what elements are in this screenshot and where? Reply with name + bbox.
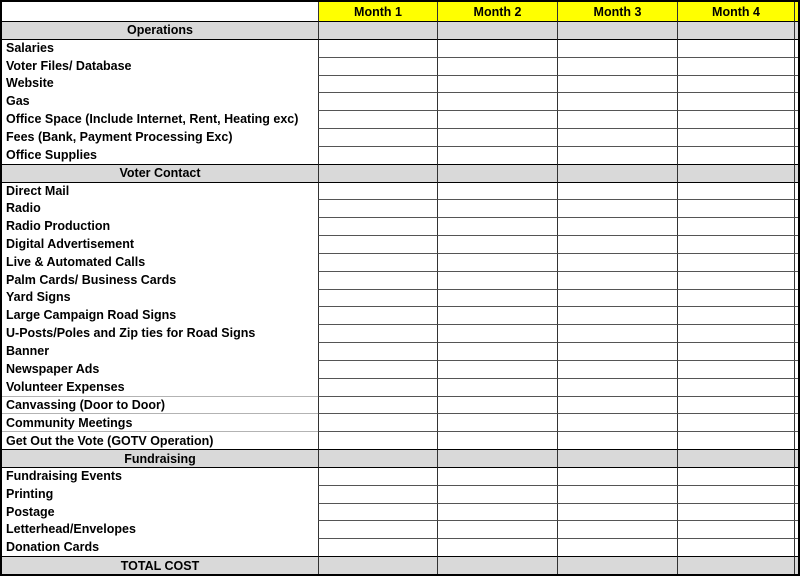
- data-cell[interactable]: [557, 431, 677, 449]
- overflow-column-sliver: [794, 342, 798, 360]
- overflow-column-sliver: [794, 271, 798, 289]
- data-cell[interactable]: [677, 431, 794, 449]
- section-header-cell[interactable]: Fundraising: [2, 449, 318, 467]
- overflow-column-sliver: [794, 431, 798, 449]
- overflow-column-sliver: [794, 39, 798, 57]
- data-cell[interactable]: [318, 235, 437, 253]
- data-cell[interactable]: [677, 485, 794, 503]
- data-cell[interactable]: [677, 128, 794, 146]
- data-cell[interactable]: [557, 57, 677, 75]
- row-label-cell[interactable]: Canvassing (Door to Door): [2, 396, 318, 414]
- data-cell[interactable]: [677, 199, 794, 217]
- data-cell[interactable]: [677, 556, 794, 574]
- data-cell[interactable]: [318, 110, 437, 128]
- month-header-cell[interactable]: Month 1: [318, 2, 437, 21]
- data-cell[interactable]: [318, 253, 437, 271]
- data-cell[interactable]: [557, 324, 677, 342]
- row-label-cell[interactable]: Get Out the Vote (GOTV Operation): [2, 431, 318, 449]
- row-label-cell[interactable]: Volunteer Expenses: [6, 379, 125, 394]
- data-cell[interactable]: [677, 306, 794, 324]
- overflow-column-sliver: [794, 164, 798, 182]
- data-cell[interactable]: [677, 413, 794, 431]
- overflow-column-sliver: [794, 92, 798, 110]
- overflow-column-sliver: [794, 199, 798, 217]
- data-cell[interactable]: [557, 396, 677, 414]
- data-cell[interactable]: [677, 253, 794, 271]
- data-cell[interactable]: [318, 57, 437, 75]
- overflow-column-sliver: [794, 378, 798, 396]
- data-cell[interactable]: [318, 520, 437, 538]
- month-header-cell[interactable]: Month 3: [557, 2, 677, 21]
- data-cell[interactable]: [557, 342, 677, 360]
- data-cell[interactable]: [437, 360, 557, 378]
- data-cell[interactable]: [677, 146, 794, 164]
- total-label-cell[interactable]: TOTAL COST: [2, 556, 318, 574]
- overflow-column-sliver: [794, 21, 798, 39]
- data-cell[interactable]: [557, 271, 677, 289]
- data-cell[interactable]: [437, 235, 557, 253]
- data-cell[interactable]: [318, 182, 437, 200]
- data-cell[interactable]: [677, 21, 794, 39]
- data-cell[interactable]: [557, 164, 677, 182]
- data-cell[interactable]: [437, 146, 557, 164]
- row-label-cell[interactable]: Voter Files/ Database: [6, 58, 132, 73]
- overflow-column-sliver: [794, 467, 798, 485]
- data-cell[interactable]: [677, 520, 794, 538]
- data-cell[interactable]: [318, 396, 437, 414]
- data-cell[interactable]: [557, 21, 677, 39]
- row-label-cell[interactable]: Fees (Bank, Payment Processing Exc): [6, 129, 233, 144]
- data-cell[interactable]: [437, 199, 557, 217]
- data-cell[interactable]: [557, 235, 677, 253]
- overflow-column-sliver: [794, 235, 798, 253]
- data-cell[interactable]: [318, 342, 437, 360]
- data-cell[interactable]: [437, 396, 557, 414]
- data-cell[interactable]: [437, 556, 557, 574]
- data-cell[interactable]: [677, 538, 794, 556]
- month-header-cell[interactable]: Month 4: [677, 2, 794, 21]
- overflow-column-sliver: [794, 538, 798, 556]
- corner-cell[interactable]: [2, 2, 318, 21]
- data-cell[interactable]: [557, 253, 677, 271]
- row-label-cell[interactable]: Palm Cards/ Business Cards: [6, 272, 177, 287]
- data-cell[interactable]: [437, 271, 557, 289]
- data-cell[interactable]: [318, 324, 437, 342]
- data-cell[interactable]: [318, 128, 437, 146]
- data-cell[interactable]: [677, 503, 794, 521]
- data-cell[interactable]: [677, 164, 794, 182]
- row-label-cell[interactable]: Newspaper Ads: [6, 361, 100, 376]
- data-cell[interactable]: [557, 449, 677, 467]
- data-cell[interactable]: [677, 75, 794, 93]
- data-cell[interactable]: [318, 164, 437, 182]
- row-label-cell[interactable]: Printing: [6, 486, 54, 501]
- data-cell[interactable]: [557, 413, 677, 431]
- data-cell[interactable]: [318, 413, 437, 431]
- overflow-column-sliver: [794, 449, 798, 467]
- data-cell[interactable]: [437, 467, 557, 485]
- overflow-column-sliver: [794, 324, 798, 342]
- data-cell[interactable]: [437, 217, 557, 235]
- data-cell[interactable]: [677, 289, 794, 307]
- data-cell[interactable]: [437, 182, 557, 200]
- data-cell[interactable]: [318, 271, 437, 289]
- data-cell[interactable]: [437, 164, 557, 182]
- data-cell[interactable]: [557, 289, 677, 307]
- data-cell[interactable]: [318, 538, 437, 556]
- row-label-cell[interactable]: Yard Signs: [6, 290, 71, 305]
- data-cell[interactable]: [557, 360, 677, 378]
- data-cell[interactable]: [437, 57, 557, 75]
- data-cell[interactable]: [318, 378, 437, 396]
- row-label-cell[interactable]: Direct Mail: [2, 182, 318, 200]
- data-cell[interactable]: [318, 467, 437, 485]
- data-cell[interactable]: [318, 199, 437, 217]
- data-cell[interactable]: [557, 128, 677, 146]
- data-cell[interactable]: [557, 39, 677, 57]
- data-cell[interactable]: [557, 110, 677, 128]
- data-cell[interactable]: [437, 378, 557, 396]
- data-cell[interactable]: [437, 110, 557, 128]
- data-cell[interactable]: [677, 39, 794, 57]
- overflow-column-sliver: [794, 396, 798, 414]
- data-cell[interactable]: [437, 21, 557, 39]
- overflow-column-sliver: [794, 556, 798, 574]
- data-cell[interactable]: [318, 21, 437, 39]
- data-cell[interactable]: [318, 92, 437, 110]
- row-label-cell[interactable]: Radio: [6, 201, 41, 216]
- data-cell[interactable]: [437, 39, 557, 57]
- data-cell[interactable]: [557, 378, 677, 396]
- data-cell[interactable]: [318, 431, 437, 449]
- data-cell[interactable]: [677, 182, 794, 200]
- row-label-cell[interactable]: Salaries: [2, 39, 318, 57]
- month-header-cell[interactable]: Month 2: [437, 2, 557, 21]
- row-label-cell[interactable]: Community Meetings: [2, 413, 318, 431]
- data-cell[interactable]: [437, 324, 557, 342]
- data-cell[interactable]: [318, 289, 437, 307]
- overflow-column-sliver: [794, 253, 798, 271]
- data-cell[interactable]: [557, 556, 677, 574]
- overflow-column-sliver: [794, 485, 798, 503]
- row-label-cell[interactable]: Letterhead/Envelopes: [6, 522, 136, 537]
- data-cell[interactable]: [557, 467, 677, 485]
- overflow-column-sliver: [794, 110, 798, 128]
- data-cell[interactable]: [318, 39, 437, 57]
- data-cell[interactable]: [677, 449, 794, 467]
- data-cell[interactable]: [318, 360, 437, 378]
- overflow-column-sliver: [794, 306, 798, 324]
- section-header-cell[interactable]: Operations: [2, 21, 318, 39]
- data-cell[interactable]: [557, 92, 677, 110]
- row-label-cell[interactable]: Office Supplies: [6, 147, 97, 162]
- data-cell[interactable]: [677, 324, 794, 342]
- overflow-column-sliver: [794, 289, 798, 307]
- data-cell[interactable]: [557, 75, 677, 93]
- data-cell[interactable]: [677, 57, 794, 75]
- overflow-column-sliver: [794, 57, 798, 75]
- overflow-column-sliver: [794, 520, 798, 538]
- data-cell[interactable]: [557, 538, 677, 556]
- data-cell[interactable]: [437, 306, 557, 324]
- overflow-column-sliver: [794, 217, 798, 235]
- data-cell[interactable]: [318, 503, 437, 521]
- data-cell[interactable]: [557, 217, 677, 235]
- section-header-cell[interactable]: Voter Contact: [2, 164, 318, 182]
- data-cell[interactable]: [437, 75, 557, 93]
- row-label-cell[interactable]: Postage: [6, 504, 55, 519]
- data-cell[interactable]: [677, 92, 794, 110]
- overflow-column-sliver: [794, 503, 798, 521]
- data-cell[interactable]: [318, 556, 437, 574]
- data-cell[interactable]: [557, 182, 677, 200]
- data-cell[interactable]: [437, 128, 557, 146]
- row-label-cell[interactable]: Live & Automated Calls: [6, 254, 146, 269]
- data-cell[interactable]: [437, 520, 557, 538]
- data-cell[interactable]: [318, 485, 437, 503]
- data-cell[interactable]: [677, 378, 794, 396]
- data-cell[interactable]: [437, 485, 557, 503]
- data-cell[interactable]: [437, 538, 557, 556]
- data-cell[interactable]: [557, 146, 677, 164]
- data-cell[interactable]: [677, 342, 794, 360]
- row-label-cell[interactable]: Digital Advertisement: [6, 236, 135, 251]
- data-cell[interactable]: [677, 396, 794, 414]
- data-cell[interactable]: [318, 449, 437, 467]
- overflow-column-sliver: [794, 182, 798, 200]
- row-label-cell[interactable]: U-Posts/Poles and Zip ties for Road Signs: [6, 326, 256, 341]
- data-cell[interactable]: [557, 503, 677, 521]
- data-cell[interactable]: [437, 449, 557, 467]
- overflow-column-sliver: [794, 2, 798, 21]
- row-label-cell[interactable]: Banner: [6, 344, 50, 358]
- data-cell[interactable]: [677, 110, 794, 128]
- row-label-cell[interactable]: Gas: [6, 94, 30, 109]
- data-cell[interactable]: [677, 271, 794, 289]
- data-cell[interactable]: [318, 75, 437, 93]
- row-label-cell[interactable]: Office Space (Include Internet, Rent, Heating exc): [6, 112, 299, 127]
- overflow-column-sliver: [794, 75, 798, 93]
- overflow-column-sliver: [794, 146, 798, 164]
- data-cell[interactable]: [677, 217, 794, 235]
- data-cell[interactable]: [677, 360, 794, 378]
- data-cell[interactable]: [677, 467, 794, 485]
- data-cell[interactable]: [557, 199, 677, 217]
- data-cell[interactable]: [437, 431, 557, 449]
- overflow-column-sliver: [794, 413, 798, 431]
- overflow-column-sliver: [794, 128, 798, 146]
- data-cell[interactable]: [437, 342, 557, 360]
- data-cell[interactable]: [437, 289, 557, 307]
- overflow-column-sliver: [794, 360, 798, 378]
- row-label-cell[interactable]: Large Campaign Road Signs: [6, 308, 177, 323]
- data-cell[interactable]: [557, 520, 677, 538]
- data-cell[interactable]: [437, 253, 557, 271]
- data-cell[interactable]: [677, 235, 794, 253]
- data-cell[interactable]: [318, 146, 437, 164]
- data-cell[interactable]: [557, 485, 677, 503]
- data-cell[interactable]: [318, 217, 437, 235]
- row-label-cell[interactable]: Fundraising Events: [2, 467, 318, 485]
- data-cell[interactable]: [437, 92, 557, 110]
- data-cell[interactable]: [437, 413, 557, 431]
- row-label-cell[interactable]: Radio Production: [6, 219, 111, 234]
- row-label-cell[interactable]: Website: [6, 76, 54, 91]
- row-label-cell[interactable]: Donation Cards: [6, 540, 100, 555]
- data-cell[interactable]: [318, 306, 437, 324]
- data-cell[interactable]: [437, 503, 557, 521]
- data-cell[interactable]: [557, 306, 677, 324]
